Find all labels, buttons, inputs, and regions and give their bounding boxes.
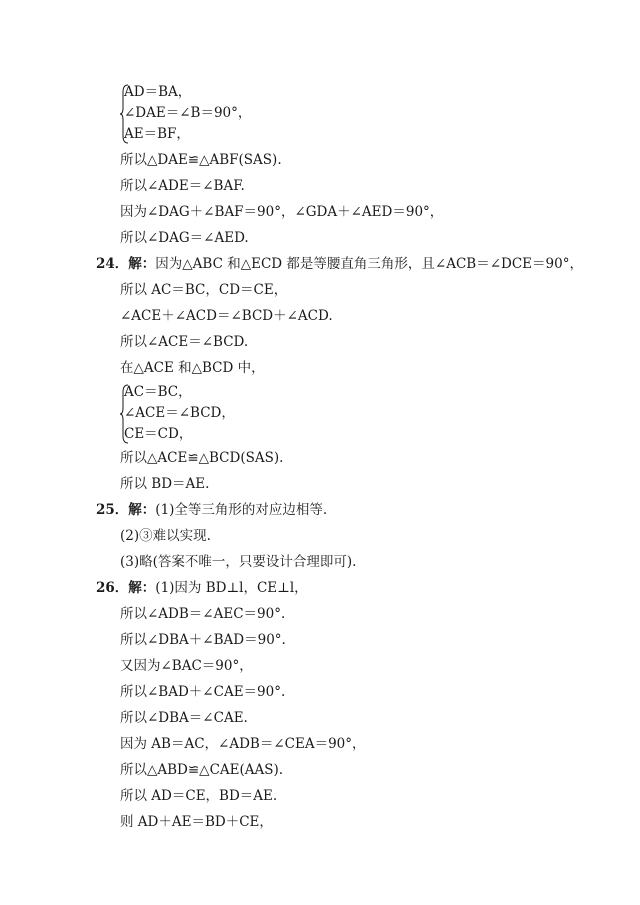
solution-label: 解： xyxy=(128,502,156,518)
text-line: 所以∠DAG＝∠AED. xyxy=(120,230,249,246)
equation-row: ∠DAE＝∠B＝90°， xyxy=(124,105,252,121)
question-24-header xyxy=(96,255,583,273)
text-line: 所以∠BAD＋∠CAE＝90°. xyxy=(120,684,286,700)
text-line: 所以∠ACE＝∠BCD. xyxy=(120,334,249,350)
text-line: 所以∠DBA＋∠BAD＝90°. xyxy=(120,632,286,648)
equation-row: CE＝CD， xyxy=(124,426,193,442)
text-line: 所以∠ADE＝∠BAF. xyxy=(120,178,245,194)
text-line: 所以△DAE≌△ABF(SAS). xyxy=(120,152,282,168)
text-line: 所以 AC＝BC，CD＝CE， xyxy=(120,282,288,298)
text-line: 所以△ACE≌△BCD(SAS). xyxy=(120,450,284,466)
question-25-header xyxy=(96,501,327,519)
equation-row: AC＝BC， xyxy=(124,384,192,400)
question-26-header xyxy=(96,579,308,597)
text-line: 则 AD＋AE＝BD＋CE， xyxy=(120,814,273,830)
equation-rows xyxy=(124,382,235,445)
question-number: 24． xyxy=(96,256,129,272)
text-line: 所以 AD＝CE，BD＝AE. xyxy=(120,788,278,804)
text-line: 在△ACE 和△BCD 中， xyxy=(120,360,265,376)
text-line: (1)全等三角形的对应边相等. xyxy=(155,502,328,518)
question-number: 26． xyxy=(96,580,129,596)
text-line: 因为∠DAG＋∠BAF＝90°，∠GDA＋∠AED＝90°， xyxy=(120,204,444,220)
solution-label: 解： xyxy=(128,256,156,272)
solution-label: 解： xyxy=(128,580,156,596)
text-line: ∠ACE＋∠ACD＝∠BCD＋∠ACD. xyxy=(120,308,333,324)
equation-row: AE＝BF， xyxy=(124,126,190,142)
text-line: 因为 AB＝AC，∠ADB＝∠CEA＝90°， xyxy=(120,736,366,752)
text-line: 所以 BD＝AE. xyxy=(120,476,210,492)
equation-rows xyxy=(124,82,251,145)
equation-row: AD＝BA， xyxy=(124,84,192,100)
text-line: 所以△ABD≌△CAE(AAS). xyxy=(120,762,284,778)
text-line: (3)略(答案不唯一，只要设计合理即可). xyxy=(120,554,357,570)
text-line: (2)③难以实现. xyxy=(120,528,211,544)
text-line: 所以∠DBA＝∠CAE. xyxy=(120,710,248,726)
text-line: 所以∠ADB＝∠AEC＝90°. xyxy=(120,606,286,622)
text-line: 又因为∠BAC＝90°， xyxy=(120,658,253,674)
text-line: (1)因为 BD⊥l，CE⊥l， xyxy=(155,580,308,596)
equation-row: ∠ACE＝∠BCD， xyxy=(124,405,235,421)
text-line: 因为△ABC 和△ECD 都是等腰直角三角形，且∠ACB＝∠DCE＝90°， xyxy=(155,256,583,272)
question-number: 25． xyxy=(96,502,129,518)
